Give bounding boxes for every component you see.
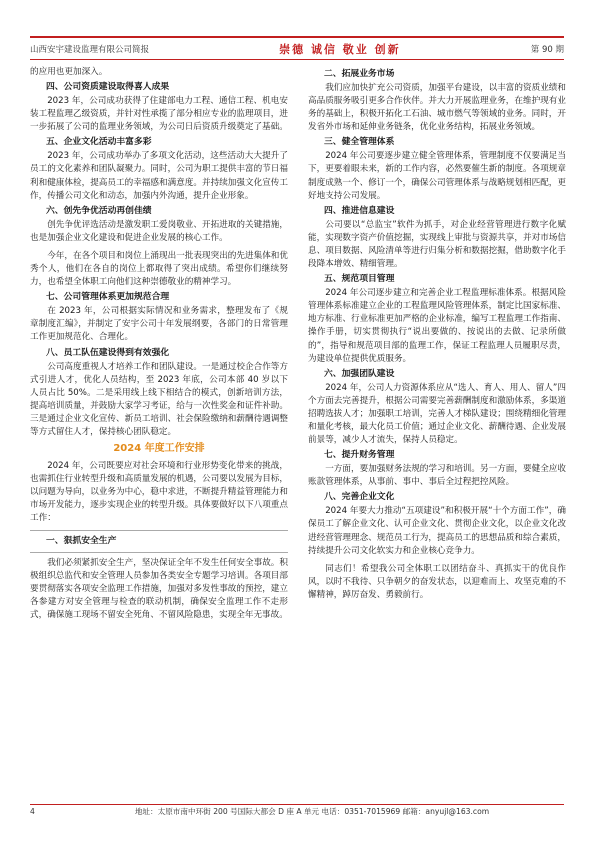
divider <box>30 530 288 531</box>
paragraph: 公司要以“总监宝”软件为抓手，对企业经营管理进行数字化赋能，实现数字资产价值挖掘，实现线上审批与资源共享，并对市场信息、项目数据、风险清单等进行归集分析和数据挖掘，借助数字化手段降本增效、精细管理。 <box>308 219 566 270</box>
closing-paragraph: 同志们！希望我公司全体职工以团结奋斗、真抓实干的优良作风，以时不我待、只争朝夕的奋发状态，以迎难而上、攻坚克难的不懈精神，踔厉奋发、勇毅前行。 <box>308 563 566 600</box>
section-heading: 六、加强团队建设 <box>324 368 395 379</box>
issue-number: 第 90 期 <box>530 44 564 55</box>
paragraph: 公司高度重视人才培养工作和团队建设。一是通过校企合作等方式引进人才，优化人员结构，至 2023 年底，公司本部 40 岁以下人员占比 50%。二是采用线上线下相结合的模式，创新培训方法，提高培训质量，并鼓励大家学习考证，给与一次性奖金和证件补助。三是通过企业文化宣传、新员工培训、社会保险缴纳和薪酬待遇调整等方式留住人才，保持核心团队稳定。 <box>30 361 288 437</box>
section-heading: 二、拓展业务市场 <box>324 69 395 79</box>
paragraph: 2024 年，公司既要应对社会环境和行业形势变化带来的挑战，也需抓住行业转型升级和高质量发展的机遇，公司要以发展为目标，以问题为导向，以业务为中心，稳中求进，不断提升精益管理能力和市场开发能力，逐步实现企业的转型升级。具体要做好以下八项重点工作： <box>30 461 288 524</box>
paragraph: 创先争优评选活动是激发职工爱岗敬业、开拓进取的关键措施，也是加强企业文化建设和促进企业发展的核心工作。 <box>30 219 288 243</box>
section-heading: 四、推进信息建设 <box>324 205 395 216</box>
paragraph: 今年，在各个项目和岗位上涌现出一批表现突出的先进集体和优秀个人，他们在各自的岗位上都取得了突出成绩。希望你们继续努力，也希望全体职工向他们这种崇德敬业的精神学习。 <box>30 250 288 288</box>
left-column <box>30 66 288 622</box>
paragraph: 2024 年，公司人力资源体系应从“选人、育人、用人、留人”四个方面去完善提升，根据公司需要完善薪酬制度和激励体系，多渠道招聘选拔人才；加强职工培训，完善人才梯队建设；围绕精细化管理和量化考核，最大化员工价值；通过企业文化、薪酬待遇、企业发展前景等，减少人才流失，保持人员稳定。 <box>308 382 566 446</box>
paragraph: 我们必须紧抓安全生产，坚决保证全年不发生任何安全事故。积极组织总监代和安全管理人员参加各类安全专题学习培训。各项目部要贯彻落实各项安全监理工作措施，加强对多发性事故的预控，建立各参建方对安全管理与检查的联动机制，确保安全监理工作不走形式，确保施工现场不留安全死角、不留风险隐患，实现全年无事故。 <box>30 557 288 620</box>
paragraph: 在 2023 年，公司根据实际情况和业务需求，整理发布了《规章制度汇编》，并制定了安宇公司十年发展纲要，各部门的日常管理工作更加规范化、合理化。 <box>30 306 288 343</box>
right-column <box>308 66 566 602</box>
section-heading: 七、公司管理体系更加规范合理 <box>46 292 170 303</box>
paragraph: 2023 年，公司成功举办了多项文化活动，这些活动大大提升了员工的文化素养和团队凝聚力。同时，公司为职工提供丰富的节日福利和健康体检，提高员工的幸福感和满意度。并持续加强文化宣传工作，传播公司文化和动态，加强内外沟通，提升企业形象。 <box>30 151 288 201</box>
paragraph: 2023 年，公司成功获得了住建部电力工程、通信工程、机电安装工程监理乙级资质，并针对性承揽了部分相应专业的监理项目，进一步拓展了公司的监理业务领域，为公司日后资质升级奠定了基础。 <box>30 96 288 133</box>
section-heading: 八、完善企业文化 <box>324 492 395 503</box>
section-heading: 四、公司资质建设取得喜人成果 <box>46 82 170 93</box>
page-footer <box>30 804 564 816</box>
section-heading: 五、规范项目管理 <box>324 274 395 285</box>
paragraph: 我们应加快扩充公司资质，加强平台建设，以丰富的资质业绩和高品质服务吸引更多合作伙伴。并大力开展监理业务，在维护现有业务的基础上，积极开拓化工石油、城市燃气等领域的业务。同时，开发省外市场和延伸业务链条，优化业务结构，拓展业务领域。 <box>308 83 566 133</box>
section-heading: 五、企业文化活动丰富多彩 <box>46 137 152 148</box>
company-motto: 崇德 诚信 敬业 创新 <box>279 42 401 56</box>
section-heading: 三、健全管理体系 <box>324 137 395 148</box>
section-heading: 一、狠抓安全生产 <box>46 535 117 546</box>
divider <box>30 552 288 553</box>
page-header <box>30 36 564 60</box>
paragraph: 的应用也更加深入。 <box>30 67 108 77</box>
company-name: 山西安宇建设监理有限公司简报 <box>30 44 150 55</box>
page-number: 4 <box>30 807 35 816</box>
section-heading: 六、创先争优活动再创佳绩 <box>46 205 152 216</box>
section-heading: 八、员工队伍建设得到有效强化 <box>46 347 170 358</box>
work-plan-title: 2024 年度工作安排 <box>113 443 205 455</box>
section-heading: 七、提升财务管理 <box>324 450 395 461</box>
contact-info: 地址：太原市南中环街 200 号国际大都会 D 座 A 单元 电话：0351-7015969 邮箱：anyujl@163.com <box>134 807 490 816</box>
paragraph: 2024 年要大力推动“五项建设”和积极开展“十个方面工作”，确保员工了解企业文化、认可企业文化、贯彻企业文化，以企业文化改进经营管理理念、规范员工行为，提高员工的思想品质和综合素质，持续提升公司文化软实力和企业核心竞争力。 <box>308 506 566 556</box>
paragraph: 2024 年公司逐步建立和完善企业工程监理标准体系。根据风险管理体系标准建立企业的工程监理风险管理体系，制定比国家标准、地方标准、行业标准更加严格的企业标准，编写工程监理工作指南、操作手册，切实贯彻执行“说出要做的、按说出的去做、记录所做的”，指导和规范项目部的监理工作，保证工程监理人员履职尽责，为建设单位提供优质服务。 <box>308 288 566 364</box>
paragraph: 一方面，要加强财务法规的学习和培训。另一方面，要健全应收账款管理体系，从事前、事中、事后全过程把控风险。 <box>308 464 566 488</box>
paragraph: 2024 年公司要逐步建立健全管理体系，管理制度不仅要满足当下，更要着眼未来，新的工作内容，必然要催生新的制度。各项规章制度成熟一个、修订一个，确保公司管理体系与战略规划相匹配，更好地支持公司发展。 <box>308 151 566 201</box>
